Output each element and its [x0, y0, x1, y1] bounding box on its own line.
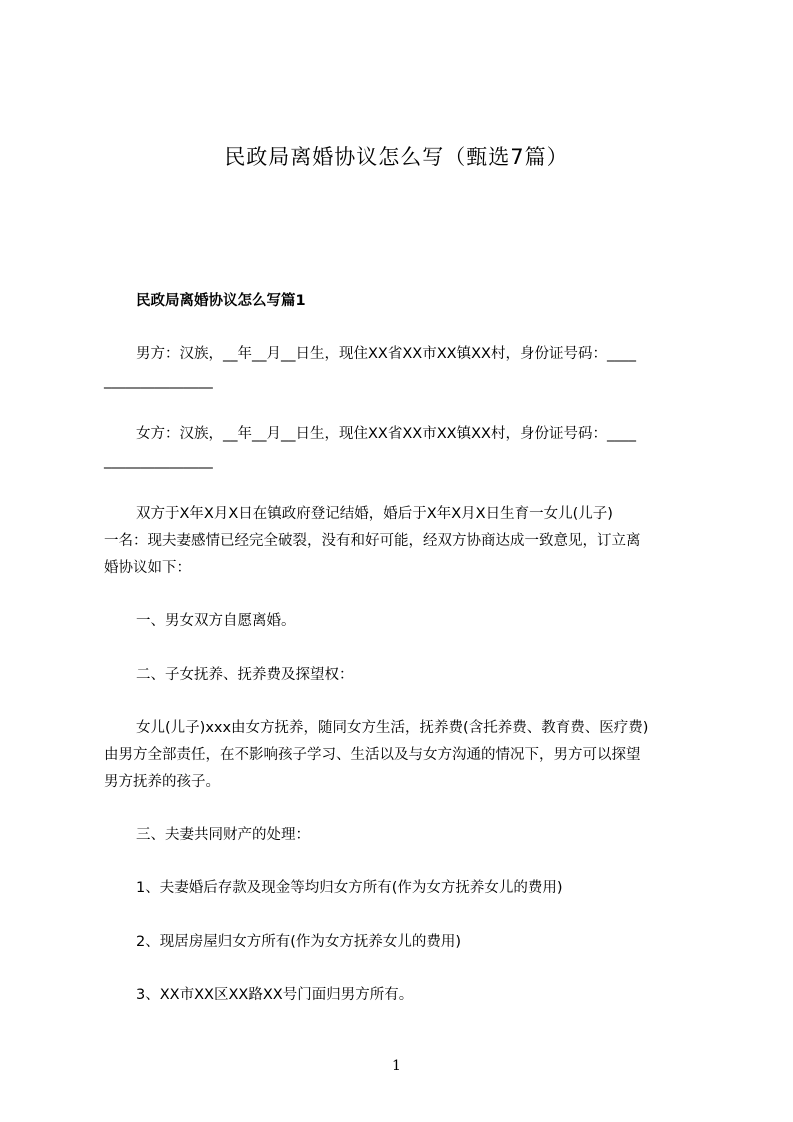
male-id-blank: _______________ — [104, 373, 213, 389]
property-item-2: 2、现居房屋归女方所有(作为女方抚养女儿的费用) — [136, 934, 462, 950]
page-number: 1 — [392, 1058, 401, 1074]
clause-3: 三、夫妻共同财产的处理： — [136, 827, 310, 843]
intro-paragraph-line-3: 婚协议如下： — [104, 560, 191, 576]
child-paragraph-line-3: 男方抚养的孩子。 — [104, 774, 220, 790]
intro-paragraph-line-1: 双方于X年X月X日在镇政府登记结婚，婚后于X年X月X日生育一女儿(儿子) — [136, 506, 613, 522]
clause-1: 一、男女双方自愿离婚。 — [136, 613, 296, 629]
clause-2: 二、子女抚养、抚养费及探望权： — [136, 667, 354, 683]
document-title: 民政局离婚协议怎么写（甄选7篇） — [224, 145, 569, 169]
property-item-1: 1、夫妻婚后存款及现金等均归女方所有(作为女方抚养女儿的费用) — [136, 880, 563, 896]
property-item-3: 3、XX市XX区XX路XX号门面归男方所有。 — [136, 987, 414, 1003]
male-party-line: 男方：汉族，__年__月__日生，现住XX省XX市XX镇XX村，身份证号码：____ — [136, 346, 636, 362]
intro-paragraph-line-2: 一名：现夫妻感情已经完全破裂，没有和好可能，经双方协商达成一致意见，订立离 — [104, 533, 641, 549]
section-heading: 民政局离婚协议怎么写篇1 — [136, 293, 306, 309]
child-paragraph-line-1: 女儿(儿子)xxx由女方抚养，随同女方生活，抚养费(含托养费、教育费、医疗费) — [136, 720, 649, 736]
child-paragraph-line-2: 由男方全部责任，在不影响孩子学习、生活以及与女方沟通的情况下，男方可以探望 — [104, 747, 641, 763]
female-party-line: 女方：汉族，__年__月__日生，现住XX省XX市XX镇XX村，身份证号码：____ — [136, 426, 636, 442]
female-id-blank: _______________ — [104, 453, 213, 469]
